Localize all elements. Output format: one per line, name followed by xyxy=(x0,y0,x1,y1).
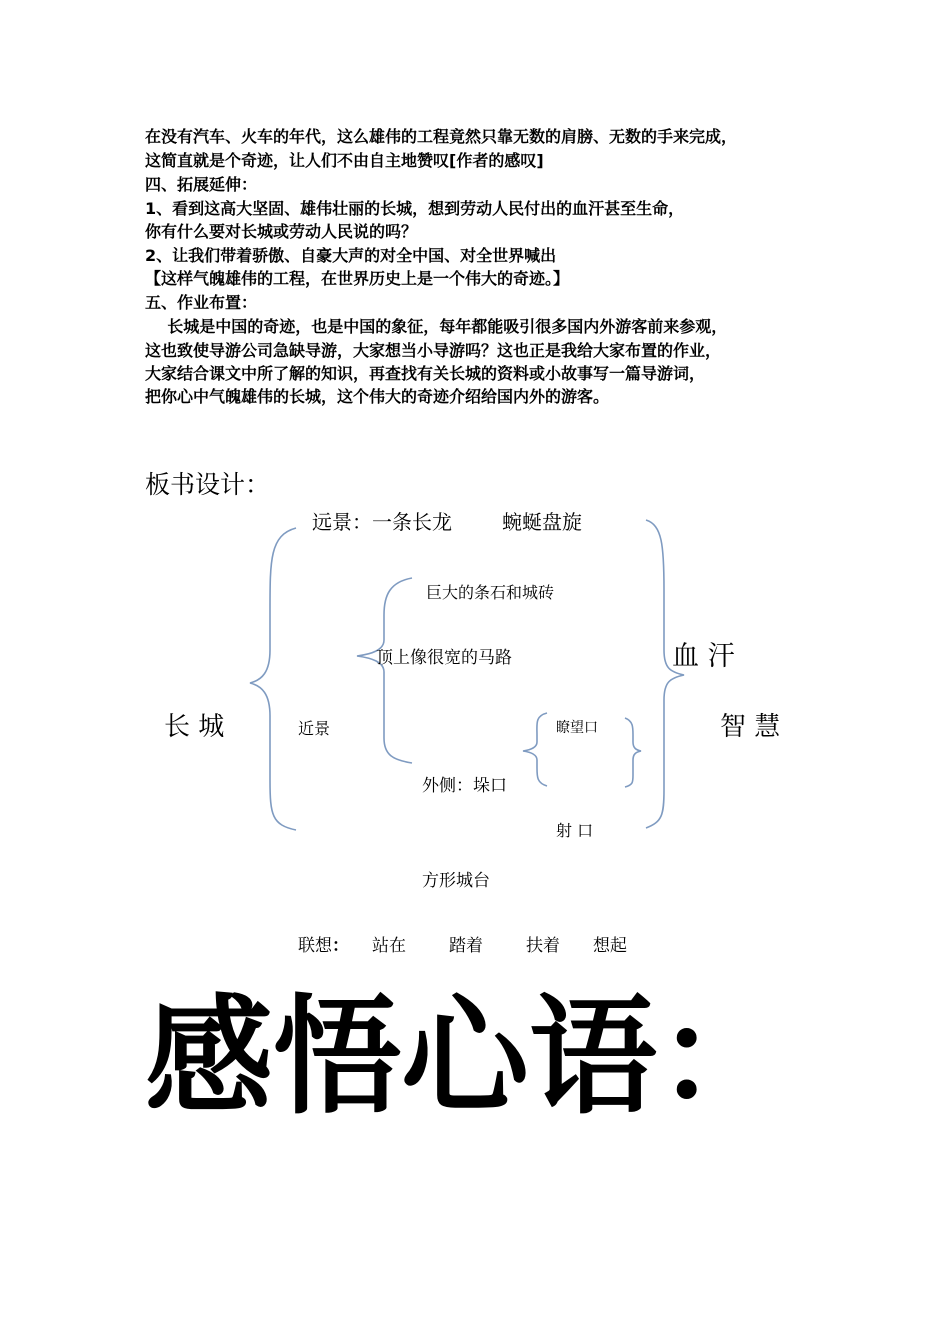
text-line: 这也致使导游公司急缺导游，大家想当小导游吗？这也正是我给大家布置的作业， xyxy=(145,341,722,360)
association-label: 联想 xyxy=(298,936,332,956)
lookout: 瞭望口 xyxy=(556,720,598,736)
near-view: 近景 xyxy=(298,719,331,738)
shooting: 射 口 xyxy=(556,821,594,840)
outside: 外侧：垛口 xyxy=(422,776,507,796)
colon-mark: ： xyxy=(332,936,349,956)
right-brace xyxy=(646,520,684,828)
text-line: 长城是中国的奇迹，也是中国的象征，每年都能吸引很多国内外游客前来参观， xyxy=(145,317,728,336)
board-heading: 板书设计： xyxy=(145,470,271,499)
text-line: 在没有汽车、火车的年代，这么雄伟的工程竟然只靠无数的肩膀、无数的手来完成， xyxy=(145,127,738,146)
wisdom: 智 慧 xyxy=(720,712,781,742)
reflection-title: 感悟心语： xyxy=(145,982,786,1132)
stones: 巨大的条石和城砖 xyxy=(426,583,555,602)
road: 顶上像很宽的马路 xyxy=(376,648,512,668)
assoc-item: 站在 xyxy=(372,936,406,956)
text-line: 1、看到这高大坚固、雄伟壮丽的长城，想到劳动人民付出的血汗甚至生命， xyxy=(145,199,685,218)
assoc-item: 想起 xyxy=(593,936,627,956)
far-view-2: 蜿蜒盘旋 xyxy=(502,510,582,534)
assoc-item: 踏着 xyxy=(449,936,483,956)
section-heading-extension: 四、拓展延伸： xyxy=(145,175,258,194)
text-line: 2、让我们带着骄傲、自豪大声的对全中国、对全世界喊出 xyxy=(145,246,557,265)
assoc-item: 扶着 xyxy=(526,936,560,956)
great-wall: 长 城 xyxy=(164,712,225,742)
text-line: 【这样气魄雄伟的工程，在世界历史上是一个伟大的奇迹。】 xyxy=(145,269,570,288)
left-brace xyxy=(250,528,296,830)
small-right-brace xyxy=(625,718,641,787)
text-line: 这简直就是个奇迹，让人们不由自主地赞叹[作者的感叹] xyxy=(145,151,544,170)
text-line: 大家结合课文中所了解的知识，再查找有关长城的资料或小故事写一篇导游词， xyxy=(145,364,706,383)
association-row xyxy=(298,931,349,956)
section-heading-homework: 五、作业布置： xyxy=(145,293,258,312)
middle-brace xyxy=(357,578,412,763)
far-view: 远景：一条长龙 xyxy=(312,510,452,534)
small-left-brace xyxy=(523,713,547,786)
sweat: 血 汗 xyxy=(672,641,735,672)
text-line: 你有什么要对长城或劳动人民说的吗？ xyxy=(145,222,418,241)
square-tower: 方形城台 xyxy=(422,871,490,891)
text-line: 把你心中气魄雄伟的长城，这个伟大的奇迹介绍给国内外的游客。 xyxy=(145,387,610,406)
